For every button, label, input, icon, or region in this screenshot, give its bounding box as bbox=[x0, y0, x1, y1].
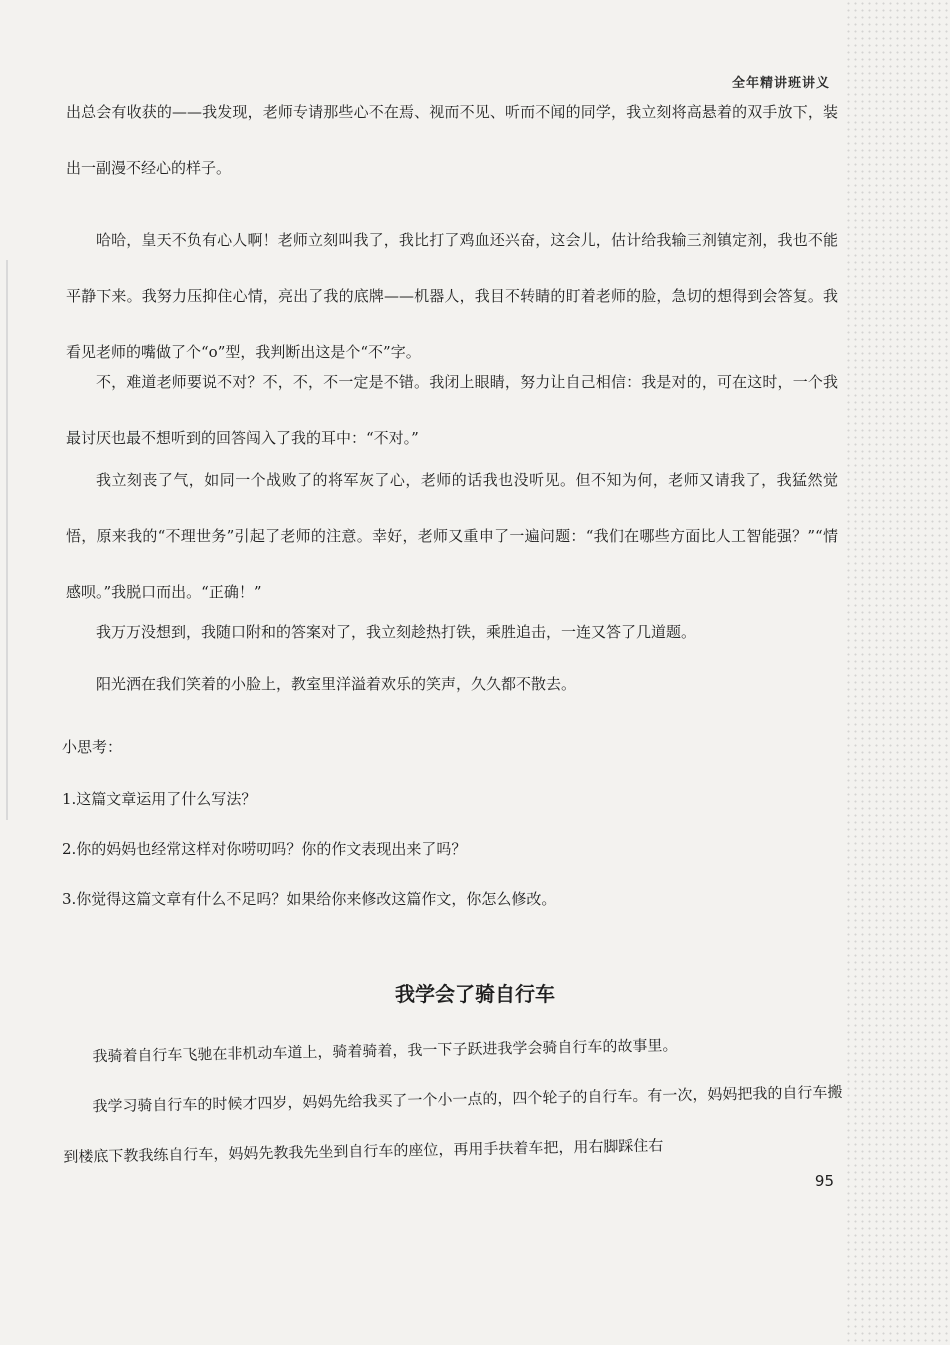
story-paragraph-2: 我学习骑自行车的时候才四岁，妈妈先给我买了一个小一点的，四个轮子的自行车。有一次，妈妈把我的自行车搬到楼底下教我练自行车，妈妈先教我先坐到自行车的座位，再用手扶着车把，用右脚踩住右 bbox=[63, 1083, 843, 1166]
left-margin-line bbox=[6, 260, 8, 820]
paragraph-6: 阳光洒在我们笑着的小脸上，教室里洋溢着欢乐的笑声，久久都不散去。 bbox=[96, 675, 577, 693]
paragraph-5: 我万万没想到，我随口附和的答案对了，我立刻趁热打铁，乘胜追击，一连又答了几道题。 bbox=[96, 623, 697, 641]
dot-pattern-decoration bbox=[845, 0, 950, 1345]
paragraph-4: 我立刻丧了气，如同一个战败了的将军灰了心，老师的话我也没听见。但不知为何，老师又请我了，我猛然觉悟，原来我的“不理世务”引起了老师的注意。幸好，老师又重申了一遍问题：“我们在哪些方面比人工智能强？”“情感呗。”我脱口而出。“正确！” bbox=[66, 471, 838, 601]
page-header: 全年精讲班讲义 bbox=[731, 76, 830, 91]
question-1: 1.这篇文章运用了什么写法？ bbox=[62, 790, 257, 808]
question-2: 2.你的妈妈也经常这样对你唠叨吗？你的作文表现出来了吗？ bbox=[62, 840, 467, 858]
page-number: 95 bbox=[814, 1172, 834, 1190]
thinking-label: 小思考： bbox=[62, 738, 123, 756]
story-title: 我学会了骑自行车 bbox=[395, 982, 555, 1006]
question-3: 3.你觉得这篇文章有什么不足吗？如果给你来修改这篇作文，你怎么修改。 bbox=[62, 890, 557, 908]
paragraph-1: 出总会有收获的——我发现，老师专请那些心不在焉、视而不见、听而不闻的同学，我立刻将高悬着的双手放下，装出一副漫不经心的样子。 bbox=[66, 103, 838, 177]
paragraph-3: 不，难道老师要说不对？不，不，不一定是不错。我闭上眼睛，努力让自己相信：我是对的，可在这时，一个我最讨厌也最不想听到的回答闯入了我的耳中：“不对。” bbox=[66, 373, 838, 447]
paragraph-2: 哈哈，皇天不负有心人啊！老师立刻叫我了，我比打了鸡血还兴奋，这会儿，估计给我输三剂镇定剂，我也不能平静下来。我努力压抑住心情，亮出了我的底牌——机器人，我目不转睛的盯着老师的脸，急切的想得到会答复。我看见老师的嘴做了个“o”型，我判断出这是个“不”字。 bbox=[66, 231, 838, 361]
story-paragraph-1: 我骑着自行车飞驰在非机动车道上，骑着骑着，我一下子跃进我学会骑自行车的故事里。 bbox=[92, 1036, 678, 1066]
